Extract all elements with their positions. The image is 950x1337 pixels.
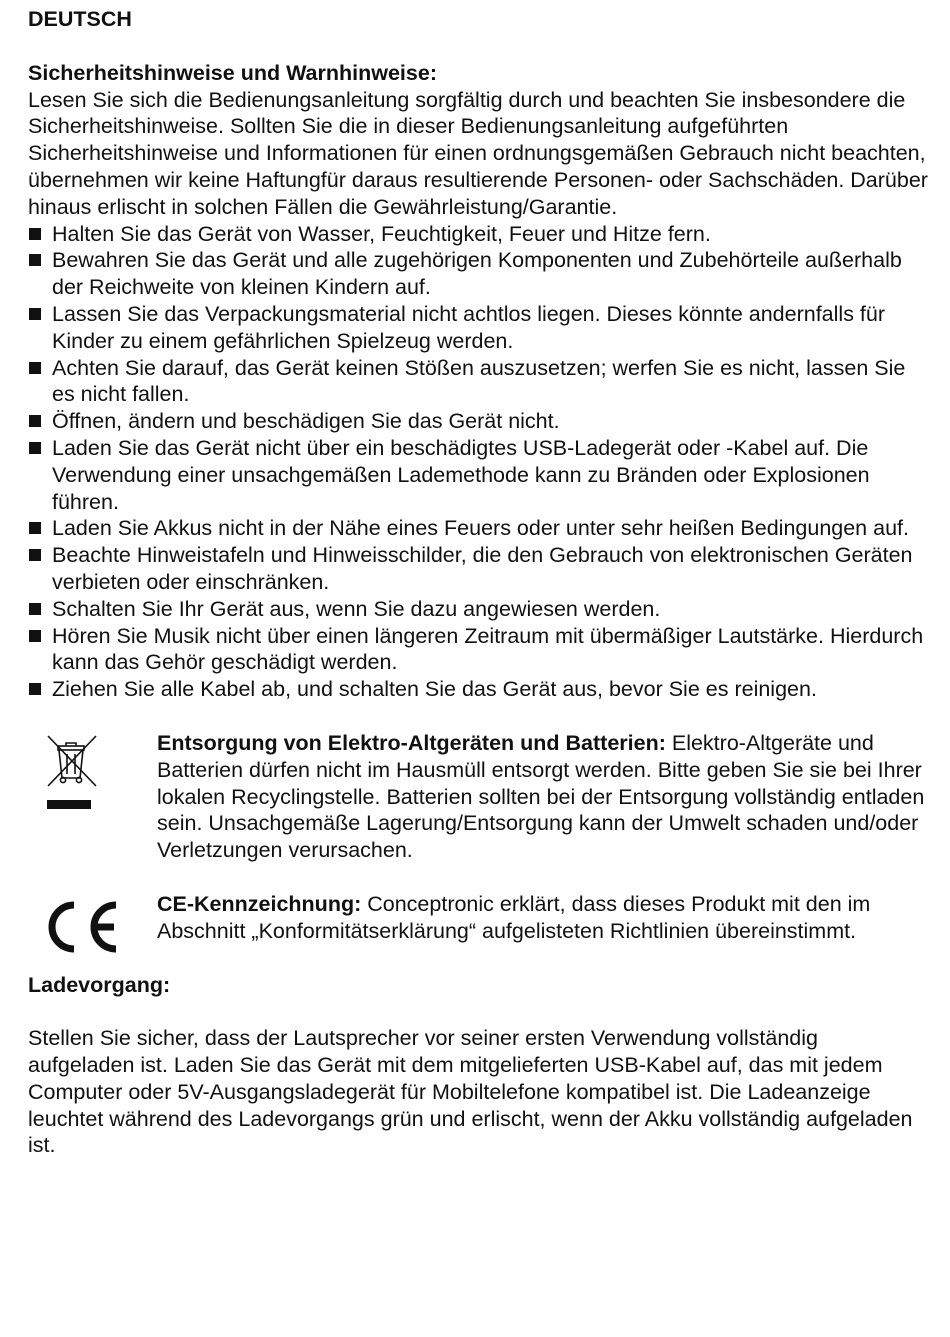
safety-item-text: Lassen Sie das Verpackungsmaterial nicht achtlos liegen. Dieses könnte andernfalls für Kinder zu einem gefährlichen Spielzeug werden. bbox=[52, 301, 886, 353]
safety-list bbox=[28, 221, 928, 703]
disposal-notice bbox=[28, 730, 928, 864]
ce-title: CE-Kennzeichnung: bbox=[157, 891, 362, 916]
list-item bbox=[28, 408, 928, 435]
square-bullet-icon bbox=[29, 603, 41, 615]
square-bullet-icon bbox=[29, 362, 41, 374]
safety-item-text: Bewahren Sie das Gerät und alle zugehörigen Komponenten und Zubehörteile außerhalb der Reichweite von kleinen Kindern auf. bbox=[52, 248, 902, 300]
list-item bbox=[28, 596, 928, 623]
safety-item-text: Laden Sie das Gerät nicht über ein beschädigtes USB-Ladegerät oder -Kabel auf. Die Verwendung einer unsachgemäßen Lademethode kann zu Bränden oder Explosionen führen. bbox=[52, 435, 870, 514]
square-bullet-icon bbox=[29, 683, 41, 695]
square-bullet-icon bbox=[29, 308, 41, 320]
safety-item-text: Laden Sie Akkus nicht in der Nähe eines Feuers oder unter sehr heißen Bedingungen auf. bbox=[52, 516, 909, 541]
ce-mark-icon bbox=[44, 899, 124, 955]
safety-item-text: Halten Sie das Gerät von Wasser, Feuchtigkeit, Feuer und Hitze fern. bbox=[52, 221, 711, 246]
weee-crossed-bin-icon bbox=[44, 732, 100, 812]
list-item bbox=[28, 221, 928, 248]
square-bullet-icon bbox=[29, 522, 41, 534]
disposal-title: Entsorgung von Elektro-Altgeräten und Batterien: bbox=[157, 730, 666, 755]
safety-item-text: Beachte Hinweistafeln und Hinweisschilder, die den Gebrauch von elektronischen Geräten verbieten oder einschränken. bbox=[52, 543, 913, 594]
safety-item-text: Öffnen, ändern und beschädigen Sie das Gerät nicht. bbox=[52, 409, 560, 434]
list-item bbox=[28, 542, 928, 596]
list-item bbox=[28, 301, 928, 355]
ce-text: Conceptronic erklärt, dass dieses Produkt mit den im Abschnitt „Konformitätserklärung“ aufgelisteten Richtlinien übereinstimmt. bbox=[157, 891, 871, 943]
list-item bbox=[28, 623, 928, 677]
square-bullet-icon bbox=[29, 442, 41, 454]
square-bullet-icon bbox=[29, 254, 41, 266]
square-bullet-icon bbox=[29, 228, 41, 240]
charging-heading: Ladevorgang: bbox=[28, 972, 171, 997]
language-heading: DEUTSCH bbox=[28, 7, 132, 31]
square-bullet-icon bbox=[29, 415, 41, 427]
safety-heading: Sicherheitshinweise und Warnhinweise: bbox=[28, 60, 437, 85]
document-page bbox=[28, 6, 928, 1159]
safety-item-text: Hören Sie Musik nicht über einen längeren Zeitraum mit übermäßiger Lautstärke. Hierdurch kann das Gehör geschädigt werden. bbox=[52, 623, 924, 675]
list-item bbox=[28, 515, 928, 542]
list-item bbox=[28, 676, 928, 703]
safety-item-text: Ziehen Sie alle Kabel ab, und schalten Sie das Gerät aus, bevor Sie es reinigen. bbox=[52, 677, 817, 702]
list-item bbox=[28, 247, 928, 301]
ce-notice bbox=[28, 891, 928, 945]
safety-item-text: Schalten Sie Ihr Gerät aus, wenn Sie dazu angewiesen werden. bbox=[52, 596, 661, 621]
safety-item-text: Achten Sie darauf, das Gerät keinen Stößen auszusetzen; werfen Sie es nicht, lassen Sie es nicht fallen. bbox=[52, 355, 906, 407]
disposal-text: Elektro-Altgeräte und Batterien dürfen nicht im Hausmüll entsorgt werden. Bitte geben Sie sie bei Ihrer lokalen Recyclingstelle. Batterien sollten bei der Entsorgung vollständig entladen sein. Unsachgemäße Lagerung/Entsorgung kann der Umwelt schaden und/oder Verletzungen verursachen. bbox=[157, 730, 925, 863]
square-bullet-icon bbox=[29, 549, 41, 561]
list-item bbox=[28, 435, 928, 515]
square-bullet-icon bbox=[29, 630, 41, 642]
safety-intro: Lesen Sie sich die Bedienungsanleitung sorgfältig durch und beachten Sie insbesondere die Sicherheitshinweise. Sollten Sie die in dieser Bedienungsanleitung aufgeführten Sicherheitshinweise und Informationen für einen ordnungsgemäßen Gebrauch nicht beachten, übernehmen wir keine Haftungfür daraus resultierende Personen- oder Sachschäden. Darüber hinaus erlischt in solchen Fällen die Gewährleistung/Garantie. bbox=[28, 87, 928, 219]
charging-text: Stellen Sie sicher, dass der Lautsprecher vor seiner ersten Verwendung vollständig aufgeladen ist. Laden Sie das Gerät mit dem mitgelieferten USB-Kabel auf, das mit jedem Computer oder 5V-Ausgangsladegerät für Mobiltelefone kompatibel ist. Die Ladeanzeige leuchtet während des Ladevorgangs grün und erlischt, wenn der Akku vollständig aufgeladen ist. bbox=[28, 1026, 913, 1158]
list-item bbox=[28, 355, 928, 409]
